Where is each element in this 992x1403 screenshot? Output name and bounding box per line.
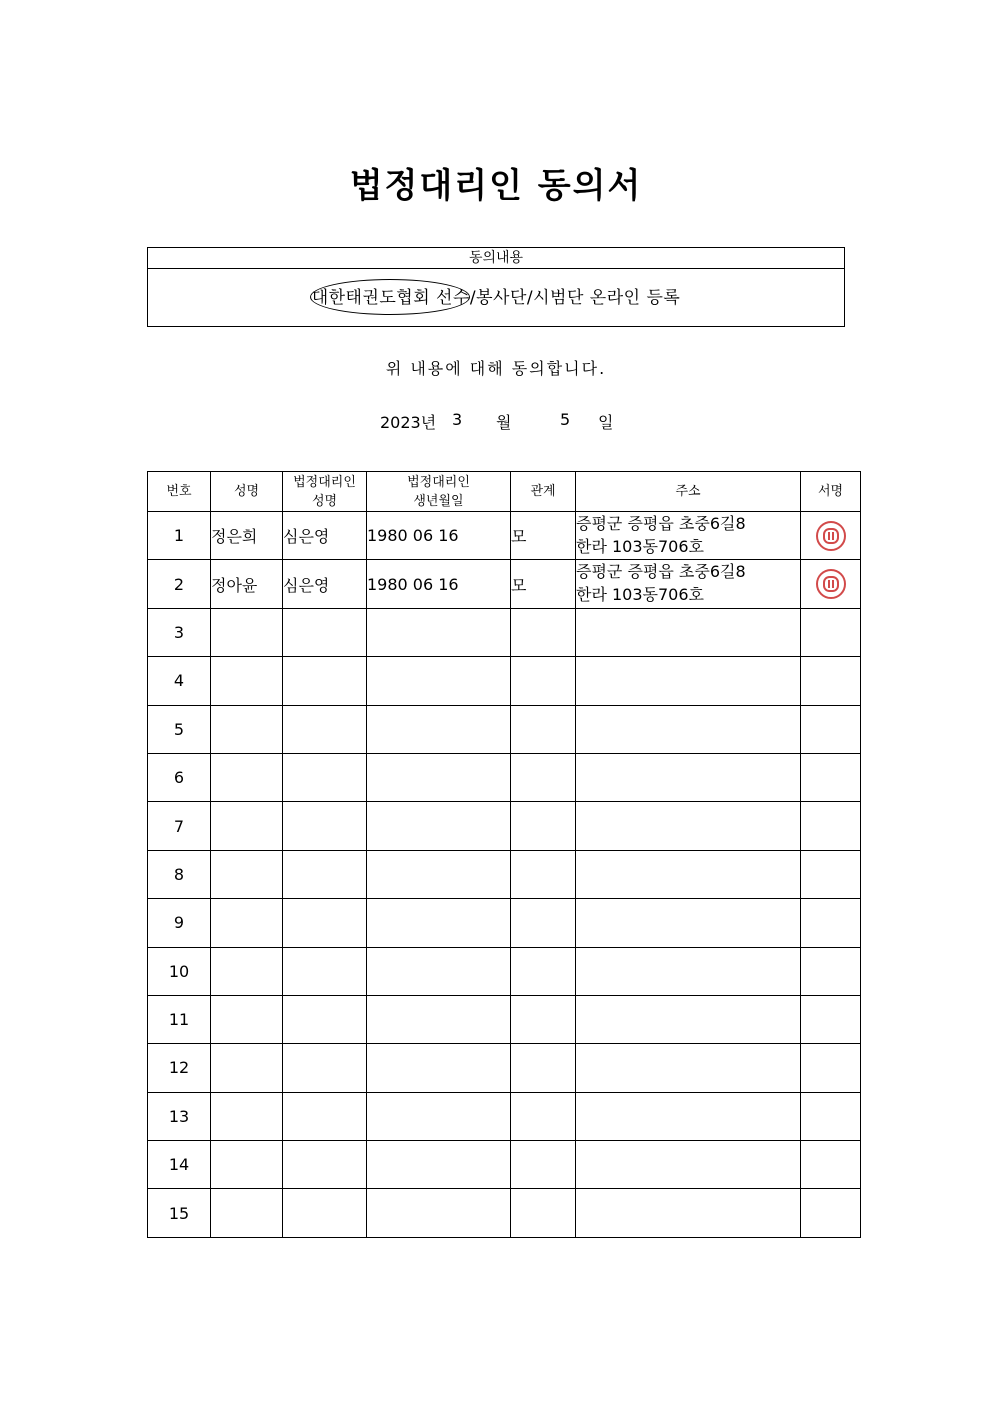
cell-name (211, 995, 283, 1043)
cell-number: 15 (148, 1189, 211, 1237)
cell-guardian-name (283, 1092, 367, 1140)
cell-signature (801, 1141, 861, 1189)
cell-signature (801, 1092, 861, 1140)
cell-relation: 모 (511, 560, 576, 608)
cell-number: 6 (148, 753, 211, 801)
cell-name (211, 1141, 283, 1189)
header-address: 주소 (576, 472, 801, 512)
address-line1: 증평군 증평읍 초중6길8 (576, 562, 746, 582)
cell-guardian-birth (367, 753, 511, 801)
header-guardian-birth-line2: 생년월일 (413, 493, 464, 509)
header-guardian-name-line1: 법정대리인 (293, 474, 356, 490)
cell-address (576, 1141, 801, 1189)
table-row (148, 1044, 861, 1092)
cell-number: 4 (148, 657, 211, 705)
cell-address (576, 1044, 801, 1092)
cell-number: 10 (148, 947, 211, 995)
header-name: 성명 (211, 472, 283, 512)
cell-relation (511, 657, 576, 705)
cell-address (576, 802, 801, 850)
cell-guardian-birth (367, 1044, 511, 1092)
cell-guardian-birth (367, 1189, 511, 1237)
cell-relation (511, 850, 576, 898)
cell-signature (801, 705, 861, 753)
table-row (148, 705, 861, 753)
cell-guardian-name (283, 802, 367, 850)
cell-number: 1 (148, 512, 211, 560)
circled-annotation (310, 279, 470, 315)
cell-guardian-name (283, 705, 367, 753)
cell-signature (801, 1044, 861, 1092)
cell-guardian-birth (367, 1092, 511, 1140)
cell-number: 13 (148, 1092, 211, 1140)
table-row (148, 512, 861, 560)
cell-relation (511, 705, 576, 753)
cell-address (576, 947, 801, 995)
guardian-table (147, 471, 861, 1238)
cell-name (211, 947, 283, 995)
cell-guardian-name (283, 753, 367, 801)
cell-signature (801, 850, 861, 898)
cell-guardian-birth (367, 850, 511, 898)
agreement-statement: 위 내용에 대해 동의합니다. (385, 359, 607, 378)
cell-address (576, 657, 801, 705)
cell-name (211, 753, 283, 801)
cell-name (211, 899, 283, 947)
cell-guardian-name (283, 899, 367, 947)
cell-relation (511, 802, 576, 850)
cell-address (576, 850, 801, 898)
cell-guardian-birth (367, 802, 511, 850)
cell-relation (511, 947, 576, 995)
page-title: 법정대리인 동의서 (349, 166, 643, 206)
table-row (148, 802, 861, 850)
cell-signature (801, 512, 861, 560)
cell-guardian-birth (367, 1141, 511, 1189)
header-relation: 관계 (511, 472, 576, 512)
cell-guardian-birth (367, 947, 511, 995)
address-line2: 한라 103동706호 (576, 537, 704, 556)
cell-relation: 모 (511, 512, 576, 560)
cell-guardian-birth (367, 608, 511, 656)
cell-relation (511, 753, 576, 801)
table-row (148, 995, 861, 1043)
cell-name (211, 1044, 283, 1092)
cell-signature (801, 608, 861, 656)
cell-address (576, 899, 801, 947)
cell-signature (801, 802, 861, 850)
cell-guardian-name (283, 1189, 367, 1237)
cell-guardian-name: 심은영 (283, 560, 367, 608)
consent-box (147, 247, 845, 327)
cell-guardian-birth: 1980 06 16 (367, 560, 511, 608)
table-row (148, 850, 861, 898)
date-month-unit: 월 (496, 413, 512, 432)
cell-guardian-name (283, 995, 367, 1043)
cell-number: 9 (148, 899, 211, 947)
cell-signature (801, 560, 861, 608)
cell-address (576, 753, 801, 801)
cell-guardian-name (283, 947, 367, 995)
cell-address (576, 995, 801, 1043)
table-row (148, 947, 861, 995)
header-signature: 서명 (801, 472, 861, 512)
header-number: 번호 (148, 472, 211, 512)
cell-number: 5 (148, 705, 211, 753)
date-year: 2023년 (380, 413, 437, 432)
table-row (148, 1189, 861, 1237)
cell-address (576, 1092, 801, 1140)
table-row (148, 753, 861, 801)
cell-number: 7 (148, 802, 211, 850)
table-row (148, 1141, 861, 1189)
cell-number: 8 (148, 850, 211, 898)
cell-guardian-name (283, 850, 367, 898)
cell-guardian-name (283, 1044, 367, 1092)
cell-relation (511, 1044, 576, 1092)
table-header-row (148, 472, 861, 512)
cell-number: 14 (148, 1141, 211, 1189)
consent-body (148, 269, 844, 327)
cell-signature (801, 947, 861, 995)
cell-relation (511, 608, 576, 656)
cell-address (576, 1189, 801, 1237)
cell-guardian-birth (367, 995, 511, 1043)
address-line1: 증평군 증평읍 초중6길8 (576, 514, 746, 533)
header-guardian-birth (367, 472, 511, 512)
cell-signature (801, 1189, 861, 1237)
seal-stamp-icon (816, 521, 846, 551)
date-month: 3 (452, 410, 463, 429)
cell-relation (511, 899, 576, 947)
consent-header: 동의내용 (148, 248, 844, 269)
cell-signature (801, 899, 861, 947)
cell-relation (511, 995, 576, 1043)
cell-guardian-birth (367, 705, 511, 753)
cell-address (576, 608, 801, 656)
cell-name (211, 1189, 283, 1237)
cell-guardian-birth (367, 899, 511, 947)
cell-guardian-birth: 1980 06 16 (367, 512, 511, 560)
cell-guardian-name (283, 657, 367, 705)
seal-stamp-icon (816, 569, 846, 599)
cell-guardian-birth (367, 657, 511, 705)
cell-signature (801, 657, 861, 705)
cell-name (211, 608, 283, 656)
date-day: 5 (560, 410, 571, 429)
cell-signature (801, 995, 861, 1043)
cell-relation (511, 1141, 576, 1189)
header-guardian-birth-line1: 법정대리인 (407, 474, 470, 490)
header-guardian-name-line2: 성명 (311, 493, 338, 509)
table-row (148, 899, 861, 947)
cell-number: 11 (148, 995, 211, 1043)
cell-guardian-name (283, 1141, 367, 1189)
table-row (148, 657, 861, 705)
cell-guardian-name (283, 608, 367, 656)
cell-address (576, 705, 801, 753)
table-row (148, 560, 861, 608)
cell-address (576, 512, 801, 560)
cell-number: 3 (148, 608, 211, 656)
cell-name (211, 850, 283, 898)
table-row (148, 608, 861, 656)
cell-name: 정아윤 (211, 560, 283, 608)
cell-number: 12 (148, 1044, 211, 1092)
cell-name (211, 802, 283, 850)
date-day-unit: 일 (598, 413, 614, 432)
cell-name (211, 1092, 283, 1140)
cell-address (576, 560, 801, 608)
cell-name: 정은희 (211, 512, 283, 560)
cell-guardian-name: 심은영 (283, 512, 367, 560)
cell-name (211, 705, 283, 753)
cell-signature (801, 753, 861, 801)
address-line2: 한라 103동706호 (576, 585, 704, 605)
cell-number: 2 (148, 560, 211, 608)
cell-relation (511, 1189, 576, 1237)
consent-content: 대한태권도협회 선수/봉사단/시범단 온라인 등록 (311, 288, 681, 308)
cell-name (211, 657, 283, 705)
header-guardian-name (283, 472, 367, 512)
cell-relation (511, 1092, 576, 1140)
table-row (148, 1092, 861, 1140)
